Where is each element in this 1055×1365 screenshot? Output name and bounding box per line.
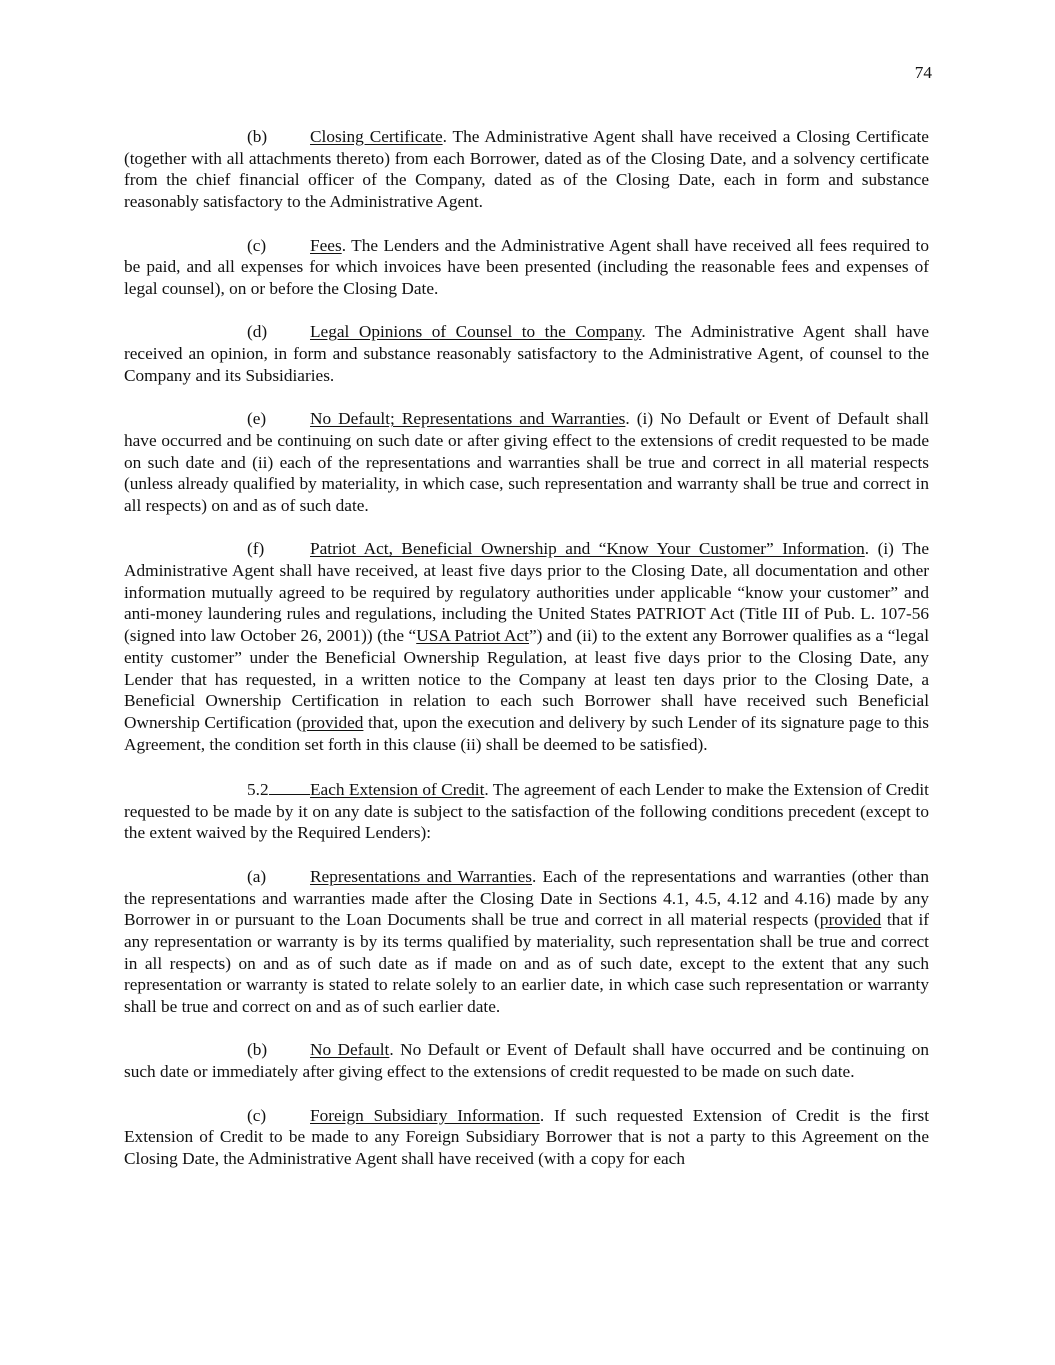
- clause-text: . The Administrative Agent shall have received a Closing Certificate (together with all attachments thereto) from each Borrower, dated as of the Closing Date, and a solvency certificate from the chief financial officer of the Company, dated as of the Closing Date, each in form and substance reasonably satisfactory to the Administrative Agent.: [124, 127, 929, 212]
- section-number: 5.2: [247, 780, 269, 800]
- clause-text: . The agreement of each Lender to make the Extension of Credit requested to be made by it on any date is subject to the satisfaction of the following conditions precedent (except to the extent waived by the Required Lenders):: [124, 780, 929, 843]
- clause-text: . (i) The Administrative Agent shall have received, at least five days prior to the Closing Date, all documentation and other information mutually agreed to be required by regulatory authorities under applicable “know your customer” and anti-money laundering rules and regulations, including the United States PATRIOT Act (Title III of Pub. L. 107-56 (signed into law October 26, 2001)) (the “: [124, 539, 929, 646]
- clause-label: (a): [247, 866, 267, 886]
- clause-text: . If such requested Extension of Credit is the first Extension of Credit to be made to any Foreign Subsidiary Borrower that is not a party to this Agreement on the Closing Date, the Administrative Agent shall have received (with a copy for each: [124, 1105, 929, 1168]
- clause-label: (f): [247, 539, 265, 559]
- page-number: 74: [914, 63, 932, 82]
- clause-label: (d): [247, 322, 268, 342]
- clause-label: (b): [247, 1040, 268, 1060]
- defined-term: provided: [301, 712, 364, 732]
- defined-term: provided: [819, 910, 882, 930]
- clause-text: . The Lenders and the Administrative Agent shall have received all fees required to be paid, and all expenses for which invoices have been presented (including the reasonable fees and expenses of legal counsel), on or before the Closing Date.: [124, 235, 929, 298]
- clause-paragraph: [124, 866, 929, 1018]
- clause-heading: Fees: [310, 235, 342, 255]
- clause-paragraph: [124, 777, 929, 844]
- clause-heading: Each Extension of Credit: [310, 780, 485, 800]
- clause-heading: Patriot Act, Beneficial Ownership and “Know Your Customer” Information: [310, 539, 865, 559]
- clause-label: (c): [247, 1105, 267, 1125]
- clause-text: that, upon the execution and delivery by such Lender of its signature page to this Agreement, the condition set forth in this clause (ii) shall be deemed to be satisfied).: [124, 712, 929, 754]
- clause-paragraph: [124, 235, 929, 300]
- clause-text: . The Administrative Agent shall have received an opinion, in form and substance reasonably satisfactory to the Administrative Agent, of counsel to the Company and its Subsidiaries.: [124, 322, 929, 385]
- clause-heading: Foreign Subsidiary Information: [310, 1105, 540, 1125]
- clause-paragraph: [124, 1105, 929, 1170]
- document-body: [124, 126, 929, 1191]
- clause-text: that if any representation or warranty is by its terms qualified by materiality, such representation shall be true and correct in all respects) on and as of such date as if made on and as of such date, except to the extent that any such representation or warranty is stated to relate solely to an earlier date, in which case such representation or warranty shall be true and correct on and as of such earlier date.: [124, 910, 929, 1017]
- clause-heading: No Default: [310, 1040, 390, 1060]
- clause-paragraph: [124, 538, 929, 755]
- clause-heading: Closing Certificate: [310, 127, 443, 146]
- clause-paragraph: [124, 126, 929, 213]
- clause-label: (b): [247, 127, 268, 146]
- defined-term: USA Patriot Act: [416, 626, 529, 646]
- clause-heading: Legal Opinions of Counsel to the Company: [310, 322, 642, 342]
- clause-label: (e): [247, 409, 267, 429]
- clause-text: . Each of the representations and warranties (other than the representations and warranties made after the Closing Date in Sections 4.1, 4.5, 4.12 and 4.16) made by any Borrower in or pursuant to the Loan Documents shall be true and correct in all material respects (: [124, 866, 929, 930]
- clause-heading: No Default; Representations and Warranties: [310, 409, 626, 429]
- clause-label: (c): [247, 235, 267, 255]
- clause-paragraph: [124, 1039, 929, 1082]
- clause-text: . (i) No Default or Event of Default shall have occurred and be continuing on such date or after giving effect to the extensions of credit requested to be made on such date and (ii) each of the representations and warranties shall be true and correct in all material respects (unless already qualified by materiality, in which case, such representation and warranty shall be true and correct in all respects) on and as of such date.: [124, 409, 929, 515]
- clause-paragraph: [124, 321, 929, 386]
- clause-heading: Representations and Warranties: [310, 866, 532, 886]
- clause-text: ”) and (ii) to the extent any Borrower qualifies as a “legal entity customer” under the Beneficial Ownership Regulation, at least five days prior to the Closing Date, any Lender that has requested, in a written notice to the Company at least ten days prior to the Closing Date, a Beneficial Ownership Certification in relation to each such Borrower shall have received such Beneficial Ownership Certification (: [124, 626, 929, 732]
- clause-text: . No Default or Event of Default shall have occurred and be continuing on such date or immediately after giving effect to the extensions of credit requested to be made on such date.: [124, 1040, 929, 1082]
- clause-paragraph: [124, 408, 929, 517]
- underline-tab: [269, 777, 310, 795]
